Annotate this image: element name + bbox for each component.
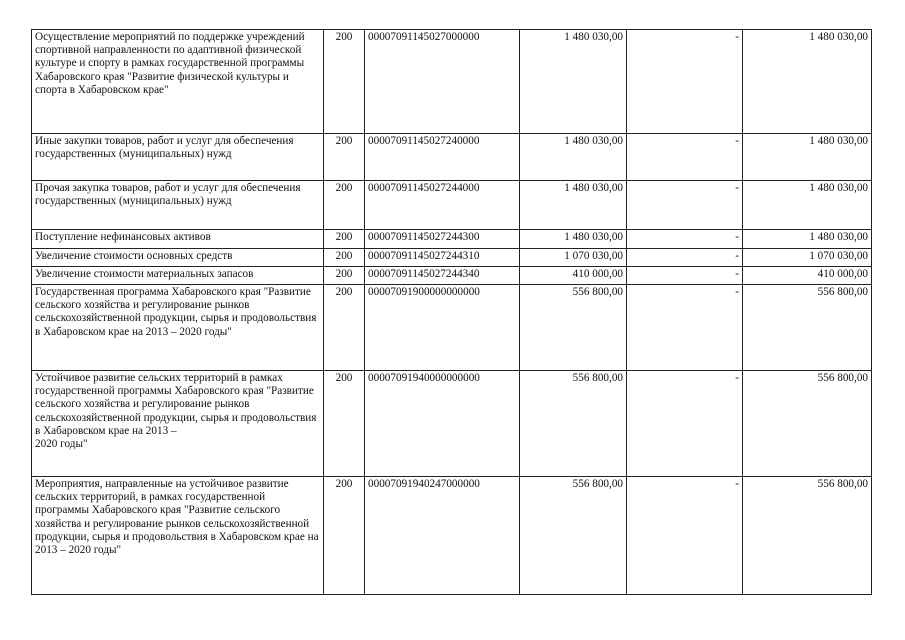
executed-amount: - — [627, 477, 743, 595]
budget-code: 00007091940000000000 — [365, 371, 520, 477]
remaining-amount: 556 800,00 — [743, 371, 872, 477]
executed-amount: - — [627, 371, 743, 477]
budget-code: 00007091145027244000 — [365, 181, 520, 230]
budget-code: 00007091940247000000 — [365, 477, 520, 595]
line-code: 200 — [324, 285, 365, 371]
approved-amount: 1 480 030,00 — [520, 230, 627, 249]
row-name: Увеличение стоимости материальных запасов — [32, 267, 324, 285]
executed-amount: - — [627, 230, 743, 249]
approved-amount: 556 800,00 — [520, 477, 627, 595]
approved-amount: 1 070 030,00 — [520, 249, 627, 267]
executed-amount: - — [627, 249, 743, 267]
row-name: Поступление нефинансовых активов — [32, 230, 324, 249]
approved-amount: 1 480 030,00 — [520, 134, 627, 181]
row-name: Иные закупки товаров, работ и услуг для обеспечения государственных (муниципальных) нужд — [32, 134, 324, 181]
remaining-amount: 556 800,00 — [743, 477, 872, 595]
line-code: 200 — [324, 477, 365, 595]
line-code: 200 — [324, 181, 365, 230]
table-row — [32, 249, 872, 267]
budget-execution-table — [31, 29, 872, 595]
budget-code: 00007091145027244300 — [365, 230, 520, 249]
table-row — [32, 371, 872, 477]
line-code: 200 — [324, 267, 365, 285]
row-name: Увеличение стоимости основных средств — [32, 249, 324, 267]
budget-code: 00007091145027244340 — [365, 267, 520, 285]
approved-amount: 1 480 030,00 — [520, 181, 627, 230]
table-row — [32, 285, 872, 371]
row-name: Устойчивое развитие сельских территорий в рамках государственной программы Хабаровского края "Развитие сельского хозяйства и регулирование рынков сельскохозяйственной продукции, сырья и продовольствия в Хабаровском крае на 2013 – 2020 годы" — [32, 371, 324, 477]
budget-code: 00007091900000000000 — [365, 285, 520, 371]
row-name: Мероприятия, направленные на устойчивое развитие сельских территорий, в рамках государственной программы Хабаровского края "Развитие сельского хозяйства и регулирование рынков сельскохозяйственной продукции, сырья и продовольствия в Хабаровском крае на 2013 – 2020 годы" — [32, 477, 324, 595]
executed-amount: - — [627, 134, 743, 181]
approved-amount: 556 800,00 — [520, 371, 627, 477]
remaining-amount: 1 480 030,00 — [743, 181, 872, 230]
line-code: 200 — [324, 230, 365, 249]
remaining-amount: 1 070 030,00 — [743, 249, 872, 267]
budget-code: 00007091145027240000 — [365, 134, 520, 181]
line-code: 200 — [324, 371, 365, 477]
remaining-amount: 556 800,00 — [743, 285, 872, 371]
table-row — [32, 267, 872, 285]
line-code: 200 — [324, 134, 365, 181]
table-row — [32, 181, 872, 230]
budget-code: 00007091145027244310 — [365, 249, 520, 267]
approved-amount: 1 480 030,00 — [520, 30, 627, 134]
table-row — [32, 477, 872, 595]
remaining-amount: 1 480 030,00 — [743, 230, 872, 249]
row-name: Прочая закупка товаров, работ и услуг для обеспечения государственных (муниципальных) нужд — [32, 181, 324, 230]
approved-amount: 556 800,00 — [520, 285, 627, 371]
remaining-amount: 1 480 030,00 — [743, 134, 872, 181]
line-code: 200 — [324, 249, 365, 267]
remaining-amount: 410 000,00 — [743, 267, 872, 285]
table-row — [32, 30, 872, 134]
table-row — [32, 134, 872, 181]
table-row — [32, 230, 872, 249]
executed-amount: - — [627, 181, 743, 230]
row-name: Государственная программа Хабаровского края "Развитие сельского хозяйства и регулирование рынков сельскохозяйственной продукции, сырья и продовольствия в Хабаровском крае на 2013 – 2020 годы" — [32, 285, 324, 371]
remaining-amount: 1 480 030,00 — [743, 30, 872, 134]
line-code: 200 — [324, 30, 365, 134]
executed-amount: - — [627, 267, 743, 285]
approved-amount: 410 000,00 — [520, 267, 627, 285]
executed-amount: - — [627, 30, 743, 134]
row-name: Осуществление мероприятий по поддержке учреждений спортивной направленности по адаптивной физической культуре и спорту в рамках государственной программы Хабаровского края "Развитие физической культуры и спорта в Хабаровском крае" — [32, 30, 324, 134]
executed-amount: - — [627, 285, 743, 371]
budget-code: 00007091145027000000 — [365, 30, 520, 134]
